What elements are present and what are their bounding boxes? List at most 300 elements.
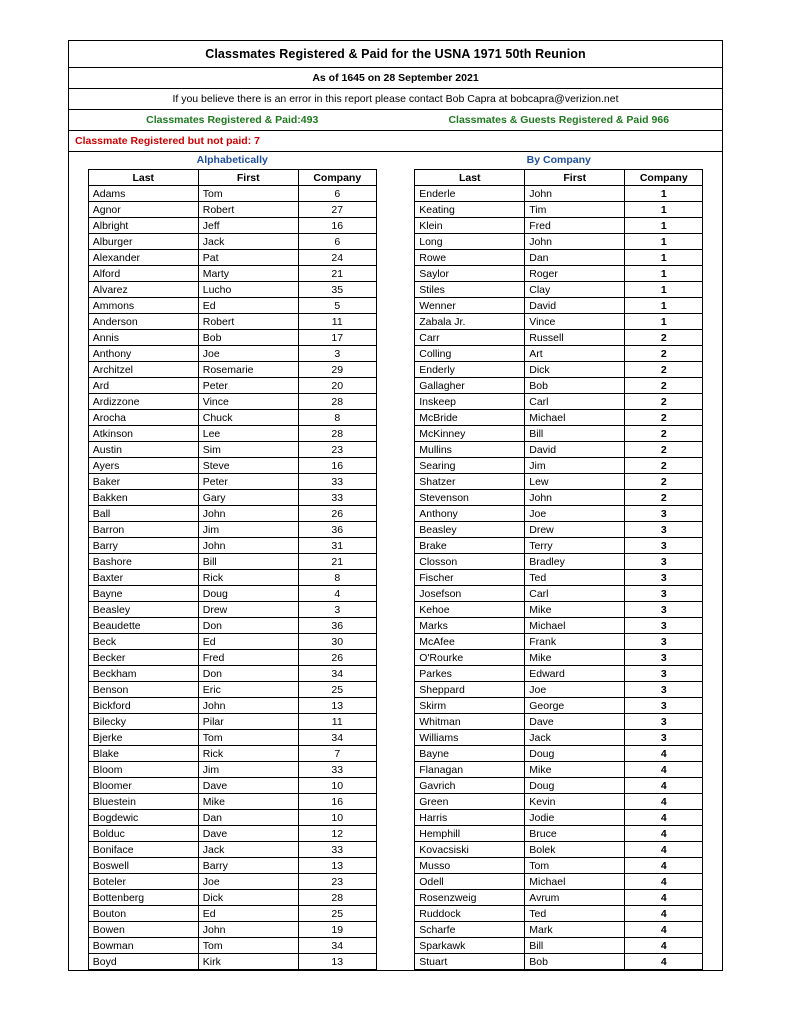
table-row (415, 778, 703, 794)
cell-company: 4 (625, 874, 703, 890)
cell-last-name: Sparkawk (415, 938, 525, 954)
cell-company: 27 (298, 202, 376, 218)
cell-company: 1 (625, 314, 703, 330)
cell-first-name: Mark (525, 922, 625, 938)
cell-last-name: Klein (415, 218, 525, 234)
cell-company: 2 (625, 330, 703, 346)
cell-first-name: Michael (525, 410, 625, 426)
cell-last-name: Beaudette (88, 618, 198, 634)
cell-company: 33 (298, 842, 376, 858)
cell-last-name: Annis (88, 330, 198, 346)
cell-company: 3 (625, 570, 703, 586)
cell-first-name: Dan (525, 250, 625, 266)
table-row (88, 474, 376, 490)
cell-company: 23 (298, 874, 376, 890)
cell-first-name: Joe (525, 682, 625, 698)
cell-last-name: Anthony (415, 506, 525, 522)
table-row (88, 554, 376, 570)
cell-company: 21 (298, 554, 376, 570)
cell-company: 16 (298, 458, 376, 474)
table-row (88, 218, 376, 234)
cell-first-name: Tom (198, 938, 298, 954)
table-row (88, 570, 376, 586)
cell-company: 3 (625, 602, 703, 618)
stat-guests-registered-paid: Classmates & Guests Registered & Paid 966 (448, 114, 670, 126)
cell-first-name: Rick (198, 746, 298, 762)
cell-first-name: Mike (525, 650, 625, 666)
contact-line: If you believe there is an error in this report please contact Bob Capra at bobcapra@verizion.net (69, 89, 722, 110)
cell-first-name: Terry (525, 538, 625, 554)
cell-first-name: Edward (525, 666, 625, 682)
cell-company: 3 (625, 618, 703, 634)
stat-registered-paid: Classmates Registered & Paid:493 (146, 114, 319, 126)
cell-first-name: Dick (525, 362, 625, 378)
cell-company: 3 (298, 346, 376, 362)
table-row (415, 858, 703, 874)
cell-first-name: Doug (198, 586, 298, 602)
cell-last-name: Alburger (88, 234, 198, 250)
cell-company: 4 (625, 826, 703, 842)
cell-company: 6 (298, 186, 376, 202)
table-row (415, 394, 703, 410)
cell-company: 26 (298, 650, 376, 666)
column-header-company: Company (298, 170, 376, 186)
cell-first-name: Jack (198, 842, 298, 858)
cell-last-name: Blake (88, 746, 198, 762)
cell-company: 17 (298, 330, 376, 346)
cell-last-name: Beckham (88, 666, 198, 682)
table-row (415, 634, 703, 650)
cell-first-name: John (525, 490, 625, 506)
cell-first-name: John (198, 922, 298, 938)
table-row (415, 890, 703, 906)
cell-first-name: Art (525, 346, 625, 362)
cell-first-name: Joe (525, 506, 625, 522)
table-row (88, 954, 376, 970)
table-row (415, 810, 703, 826)
table-row (415, 506, 703, 522)
cell-last-name: Mullins (415, 442, 525, 458)
cell-company: 3 (625, 506, 703, 522)
cell-last-name: Alford (88, 266, 198, 282)
table-row (415, 282, 703, 298)
table-row (415, 202, 703, 218)
cell-first-name: Avrum (525, 890, 625, 906)
cell-last-name: Alvarez (88, 282, 198, 298)
table-row (415, 698, 703, 714)
cell-company: 3 (625, 650, 703, 666)
alphabetical-block (69, 152, 396, 970)
cell-last-name: O'Rourke (415, 650, 525, 666)
cell-first-name: Jim (525, 458, 625, 474)
table-row (88, 842, 376, 858)
table-row (415, 618, 703, 634)
cell-company: 25 (298, 906, 376, 922)
table-row (415, 826, 703, 842)
cell-company: 3 (625, 682, 703, 698)
table-row (88, 426, 376, 442)
cell-last-name: Harris (415, 810, 525, 826)
cell-last-name: Hemphill (415, 826, 525, 842)
table-row (88, 234, 376, 250)
cell-last-name: Baker (88, 474, 198, 490)
cell-company: 2 (625, 458, 703, 474)
cell-company: 25 (298, 682, 376, 698)
cell-last-name: Josefson (415, 586, 525, 602)
table-row (415, 794, 703, 810)
cell-company: 4 (625, 858, 703, 874)
cell-company: 11 (298, 314, 376, 330)
cell-last-name: Carr (415, 330, 525, 346)
table-row (88, 266, 376, 282)
cell-first-name: Bradley (525, 554, 625, 570)
table-row (415, 346, 703, 362)
cell-last-name: Bowman (88, 938, 198, 954)
alphabetical-table (88, 169, 377, 970)
cell-last-name: Bowen (88, 922, 198, 938)
cell-company: 36 (298, 522, 376, 538)
table-row (415, 298, 703, 314)
cell-first-name: Ted (525, 570, 625, 586)
cell-first-name: George (525, 698, 625, 714)
cell-last-name: Whitman (415, 714, 525, 730)
cell-last-name: Barron (88, 522, 198, 538)
cell-last-name: Bakken (88, 490, 198, 506)
cell-last-name: Bolduc (88, 826, 198, 842)
cell-company: 3 (625, 634, 703, 650)
cell-company: 10 (298, 810, 376, 826)
cell-last-name: Stiles (415, 282, 525, 298)
cell-last-name: Green (415, 794, 525, 810)
cell-company: 4 (625, 778, 703, 794)
cell-first-name: Russell (525, 330, 625, 346)
cell-last-name: Baxter (88, 570, 198, 586)
cell-company: 16 (298, 794, 376, 810)
cell-last-name: Boswell (88, 858, 198, 874)
table-row (415, 490, 703, 506)
cell-company: 4 (625, 810, 703, 826)
table-row (88, 906, 376, 922)
cell-last-name: Bluestein (88, 794, 198, 810)
cell-company: 20 (298, 378, 376, 394)
cell-company: 10 (298, 778, 376, 794)
table-row (415, 746, 703, 762)
cell-first-name: Dan (198, 810, 298, 826)
table-row (88, 634, 376, 650)
table-row (88, 330, 376, 346)
table-row (88, 698, 376, 714)
cell-first-name: Tom (525, 858, 625, 874)
cell-company: 34 (298, 730, 376, 746)
cell-first-name: Peter (198, 378, 298, 394)
table-row (88, 666, 376, 682)
table-row (415, 314, 703, 330)
cell-company: 2 (625, 426, 703, 442)
cell-first-name: Steve (198, 458, 298, 474)
cell-last-name: Austin (88, 442, 198, 458)
cell-last-name: Stevenson (415, 490, 525, 506)
cell-company: 2 (625, 346, 703, 362)
cell-last-name: Arocha (88, 410, 198, 426)
cell-last-name: Parkes (415, 666, 525, 682)
cell-company: 3 (625, 538, 703, 554)
cell-first-name: John (198, 698, 298, 714)
cell-first-name: Drew (198, 602, 298, 618)
cell-first-name: Chuck (198, 410, 298, 426)
table-header-row (88, 170, 376, 186)
cell-first-name: Bob (525, 378, 625, 394)
cell-first-name: Pilar (198, 714, 298, 730)
cell-last-name: Scharfe (415, 922, 525, 938)
table-row (88, 538, 376, 554)
cell-company: 1 (625, 250, 703, 266)
cell-first-name: Jack (198, 234, 298, 250)
table-row (415, 538, 703, 554)
table-row (415, 730, 703, 746)
table-row (415, 762, 703, 778)
cell-first-name: Kevin (525, 794, 625, 810)
table-row (415, 234, 703, 250)
cell-last-name: Saylor (415, 266, 525, 282)
cell-company: 7 (298, 746, 376, 762)
cell-last-name: Colling (415, 346, 525, 362)
cell-last-name: Marks (415, 618, 525, 634)
cell-company: 24 (298, 250, 376, 266)
table-row (415, 586, 703, 602)
table-row (415, 570, 703, 586)
table-row (88, 682, 376, 698)
cell-last-name: Bloomer (88, 778, 198, 794)
table-row (415, 378, 703, 394)
table-row (88, 410, 376, 426)
cell-company: 4 (625, 746, 703, 762)
cell-last-name: Anderson (88, 314, 198, 330)
cell-last-name: Bilecky (88, 714, 198, 730)
cell-first-name: Rick (198, 570, 298, 586)
cell-company: 26 (298, 506, 376, 522)
cell-first-name: Dave (198, 778, 298, 794)
cell-first-name: Doug (525, 746, 625, 762)
cell-first-name: Roger (525, 266, 625, 282)
cell-company: 4 (298, 586, 376, 602)
cell-last-name: Shatzer (415, 474, 525, 490)
table-row (415, 842, 703, 858)
cell-company: 1 (625, 282, 703, 298)
report-subtitle: As of 1645 on 28 September 2021 (69, 68, 722, 89)
cell-company: 31 (298, 538, 376, 554)
table-row (88, 874, 376, 890)
cell-company: 2 (625, 394, 703, 410)
cell-company: 3 (298, 602, 376, 618)
table-row (88, 490, 376, 506)
table-row (88, 858, 376, 874)
cell-company: 13 (298, 698, 376, 714)
cell-last-name: Skirm (415, 698, 525, 714)
cell-company: 28 (298, 426, 376, 442)
cell-last-name: Bouton (88, 906, 198, 922)
table-row (415, 362, 703, 378)
table-row (88, 922, 376, 938)
table-row (88, 314, 376, 330)
table-row (415, 554, 703, 570)
cell-last-name: Inskeep (415, 394, 525, 410)
column-header-first: First (198, 170, 298, 186)
table-row (88, 378, 376, 394)
cell-company: 28 (298, 394, 376, 410)
cell-company: 2 (625, 378, 703, 394)
cell-first-name: Jim (198, 522, 298, 538)
cell-company: 3 (625, 554, 703, 570)
cell-company: 13 (298, 954, 376, 970)
cell-first-name: Ed (198, 906, 298, 922)
cell-last-name: Kovacsiski (415, 842, 525, 858)
cell-last-name: Beasley (415, 522, 525, 538)
cell-company: 3 (625, 698, 703, 714)
cell-last-name: Boyd (88, 954, 198, 970)
cell-last-name: Adams (88, 186, 198, 202)
cell-last-name: Agnor (88, 202, 198, 218)
cell-company: 21 (298, 266, 376, 282)
table-row (415, 522, 703, 538)
cell-first-name: Jack (525, 730, 625, 746)
table-row (88, 938, 376, 954)
cell-company: 33 (298, 490, 376, 506)
cell-company: 13 (298, 858, 376, 874)
cell-company: 12 (298, 826, 376, 842)
cell-company: 23 (298, 442, 376, 458)
table-row (88, 346, 376, 362)
cell-company: 35 (298, 282, 376, 298)
table-row (88, 186, 376, 202)
table-row (88, 794, 376, 810)
cell-last-name: Closson (415, 554, 525, 570)
cell-last-name: McAfee (415, 634, 525, 650)
cell-first-name: Vince (525, 314, 625, 330)
table-row (88, 826, 376, 842)
cell-company: 2 (625, 490, 703, 506)
cell-first-name: Jodie (525, 810, 625, 826)
cell-last-name: Bayne (415, 746, 525, 762)
cell-first-name: Fred (525, 218, 625, 234)
cell-last-name: Long (415, 234, 525, 250)
cell-company: 3 (625, 730, 703, 746)
table-row (415, 442, 703, 458)
table-row (88, 282, 376, 298)
table-row (415, 602, 703, 618)
cell-company: 2 (625, 362, 703, 378)
cell-company: 4 (625, 890, 703, 906)
table-row (415, 906, 703, 922)
cell-last-name: Brake (415, 538, 525, 554)
cell-last-name: Architzel (88, 362, 198, 378)
cell-company: 4 (625, 954, 703, 970)
cell-last-name: Bjerke (88, 730, 198, 746)
cell-last-name: Ball (88, 506, 198, 522)
stat-unpaid: Classmate Registered but not paid: 7 (69, 131, 722, 152)
cell-first-name: Tom (198, 186, 298, 202)
cell-last-name: McBride (415, 410, 525, 426)
column-header-company: Company (625, 170, 703, 186)
cell-last-name: Enderle (415, 186, 525, 202)
cell-company: 8 (298, 410, 376, 426)
table-row (88, 810, 376, 826)
cell-last-name: Becker (88, 650, 198, 666)
cell-first-name: Bob (525, 954, 625, 970)
cell-first-name: Kirk (198, 954, 298, 970)
by-company-caption: By Company (526, 154, 591, 166)
table-row (88, 618, 376, 634)
cell-last-name: Wenner (415, 298, 525, 314)
cell-first-name: Joe (198, 346, 298, 362)
cell-last-name: Fischer (415, 570, 525, 586)
cell-last-name: Kehoe (415, 602, 525, 618)
cell-first-name: Barry (198, 858, 298, 874)
cell-first-name: Mike (198, 794, 298, 810)
cell-company: 19 (298, 922, 376, 938)
table-row (415, 330, 703, 346)
cell-first-name: David (525, 298, 625, 314)
cell-company: 36 (298, 618, 376, 634)
table-row (415, 458, 703, 474)
cell-first-name: Michael (525, 874, 625, 890)
table-row (88, 890, 376, 906)
cell-company: 1 (625, 298, 703, 314)
cell-company: 3 (625, 714, 703, 730)
cell-first-name: Vince (198, 394, 298, 410)
cell-first-name: Lew (525, 474, 625, 490)
table-row (88, 778, 376, 794)
cell-company: 3 (625, 666, 703, 682)
cell-last-name: Atkinson (88, 426, 198, 442)
table-row (415, 218, 703, 234)
table-row (415, 714, 703, 730)
cell-company: 4 (625, 794, 703, 810)
table-row (88, 714, 376, 730)
cell-last-name: Sheppard (415, 682, 525, 698)
table-row (415, 650, 703, 666)
cell-last-name: McKinney (415, 426, 525, 442)
cell-last-name: Williams (415, 730, 525, 746)
cell-last-name: Stuart (415, 954, 525, 970)
cell-first-name: Jim (198, 762, 298, 778)
cell-last-name: Albright (88, 218, 198, 234)
cell-last-name: Ardizzone (88, 394, 198, 410)
cell-last-name: Ard (88, 378, 198, 394)
table-row (415, 266, 703, 282)
table-row (415, 666, 703, 682)
cell-company: 4 (625, 906, 703, 922)
column-header-last: Last (415, 170, 525, 186)
cell-company: 33 (298, 762, 376, 778)
table-header-row (415, 170, 703, 186)
cell-first-name: Bill (525, 938, 625, 954)
cell-last-name: Anthony (88, 346, 198, 362)
cell-first-name: Dave (525, 714, 625, 730)
cell-first-name: Marty (198, 266, 298, 282)
cell-first-name: Clay (525, 282, 625, 298)
cell-first-name: Fred (198, 650, 298, 666)
cell-first-name: Ed (198, 298, 298, 314)
report-title: Classmates Registered & Paid for the USNA 1971 50th Reunion (69, 41, 722, 68)
table-row (415, 186, 703, 202)
cell-first-name: Lee (198, 426, 298, 442)
alphabetical-caption: Alphabetically (196, 154, 268, 166)
cell-company: 1 (625, 202, 703, 218)
cell-last-name: Bayne (88, 586, 198, 602)
cell-first-name: John (198, 506, 298, 522)
cell-company: 34 (298, 938, 376, 954)
cell-first-name: Rosemarie (198, 362, 298, 378)
